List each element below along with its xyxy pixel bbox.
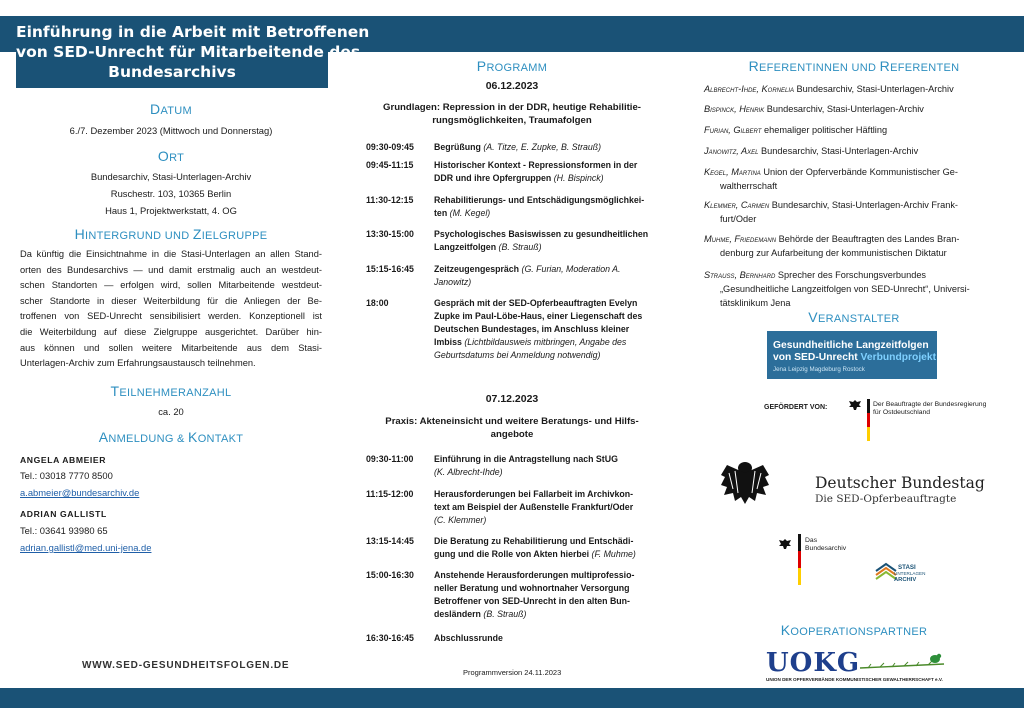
heading-rest: IELGRUPPE <box>201 230 268 242</box>
speaker-name: Kegel, Martina <box>704 167 761 177</box>
speaker-item <box>704 198 1004 226</box>
heading-initial: A <box>98 429 109 445</box>
heading-initial: K <box>188 429 198 445</box>
program-version: Programmversion 24.11.2023 <box>463 668 562 677</box>
schedule-entry <box>434 141 662 154</box>
entry-speakers: (G. Furian, Moderation A. <box>521 264 621 274</box>
entry-title: Psychologisches Basiswissen zu gesundheitlichen <box>434 229 649 239</box>
entry-line <box>434 336 662 349</box>
contact-phone: Tel.: 03641 93980 65 <box>20 525 108 536</box>
programm-heading <box>362 58 662 74</box>
heading-rest: ATUM <box>160 105 192 117</box>
entry-title: Die Beratung zu Rehabilitierung und Entschädi- <box>434 536 634 546</box>
entry-speakers: (M. Kegel) <box>449 208 491 218</box>
heading-rest: ERANSTALTER <box>817 313 900 325</box>
paragraph-line: aus können und sollen weitere Mitarbeitende aus dem Stasi- <box>20 342 322 353</box>
teilnehmer-heading <box>20 383 322 399</box>
speaker-name: Strauß, Bernhard <box>704 270 776 280</box>
entry-line <box>434 466 662 479</box>
schedule-entry <box>434 569 662 621</box>
speaker-line <box>704 268 1004 282</box>
schedule-time: 09:45-11:15 <box>366 160 414 170</box>
ort-line: Bundesarchiv, Stasi-Unterlagen-Archiv <box>90 171 252 182</box>
logo-text <box>773 352 936 363</box>
gefoerdert-label: GEFÖRDERT VON: <box>764 404 828 411</box>
day2-section-title <box>362 415 662 441</box>
entry-line <box>434 582 662 595</box>
entry-line <box>434 310 662 323</box>
datum-text: 6./7. Dezember 2023 (Mittwoch und Donnerstag) <box>69 125 273 136</box>
schedule-entry <box>434 297 662 362</box>
heading-initial: D <box>150 101 161 117</box>
heading-initial: R <box>748 58 760 74</box>
heading-initial: O <box>157 148 170 164</box>
entry-line <box>434 207 662 220</box>
speaker-affiliation: furt/Oder <box>720 214 757 224</box>
speaker-line <box>704 102 1004 116</box>
bundesarchiv-logo-text <box>805 537 846 553</box>
speaker-name: Bispinck, Henrik <box>704 104 765 114</box>
section-line: rungsmöglichkeiten, Traumafolgen <box>432 115 592 126</box>
speaker-item <box>704 123 1004 137</box>
entry-title: desländern <box>434 609 484 619</box>
speaker-item <box>704 165 1004 193</box>
logo-text: Das <box>805 537 818 544</box>
heading-rest: EFERENTINNEN <box>759 62 852 74</box>
paragraph-line: scher Standorte in dieser Weiterbildung für die Anliegen der Be- <box>20 295 322 306</box>
entry-title: Anstehende Herausforderungen multiprofessio- <box>434 570 635 580</box>
entry-title: Deutschen Bundestages, im Anschluss kleiner <box>434 324 630 334</box>
entry-line <box>434 501 662 514</box>
speaker-affiliation: tätsklinikum Jena <box>720 298 791 308</box>
heading-rest: U <box>164 230 173 242</box>
beauftragter-logo-text <box>873 401 986 417</box>
entry-line <box>434 159 662 172</box>
heading-rest: RT <box>169 152 185 164</box>
eagle-icon <box>778 537 792 551</box>
paragraph-line: die Weiterbildung auf diese Zielgruppe ausgerichtet. Darüber hin- <box>20 326 322 337</box>
title-line: Bundesarchivs <box>108 63 236 81</box>
logo-text: Der Beauftragte der Bundesregierung <box>873 401 987 408</box>
title-line: Einführung in die Arbeit mit Betroffenen <box>16 23 370 41</box>
entry-title: Herausforderungen bei Fallarbeit im Archivkon- <box>434 489 634 499</box>
entry-line <box>434 297 662 310</box>
heading-rest: ND <box>859 62 880 74</box>
speaker-affiliation: waltherrschaft <box>720 181 778 191</box>
logo-text-main: von SED-Unrecht <box>773 352 861 363</box>
entry-title: Historischer Kontext - Repressionsformen in der <box>434 160 638 170</box>
heading-rest: INTERGRUND <box>85 230 165 242</box>
entry-line <box>434 194 662 207</box>
speaker-line <box>704 282 1004 296</box>
contact-name: ANGELA ABMEIER <box>20 455 107 465</box>
speaker-affiliation: Sprecher des Forschungsverbundes <box>775 270 927 280</box>
entry-title: Langzeitfolgen <box>434 242 499 252</box>
speaker-name: Janowitz, Axel <box>704 146 759 156</box>
referenten-heading <box>704 58 1004 74</box>
speaker-item <box>704 144 1004 158</box>
kooperation-heading <box>704 622 1004 638</box>
paragraph-line: Unterlagen-Archiv zum Erfahrungsaustausch teilnehmen. <box>20 358 256 369</box>
schedule-time: 18:00 <box>366 298 389 308</box>
speaker-name: Klemmer, Carmen <box>704 200 770 210</box>
contact-name: ADRIAN GALLISTL <box>20 509 107 519</box>
entry-speakers: (A. Titze, E. Zupke, B. Strauß) <box>483 142 602 152</box>
ort-heading <box>20 148 322 164</box>
speaker-line <box>704 179 1004 193</box>
heading-initial: Z <box>192 226 202 242</box>
schedule-time: 09:30-11:00 <box>366 454 414 464</box>
schedule-entry <box>434 488 662 527</box>
section-line: Praxis: Akteneinsicht und weitere Beratungs- und Hilfs- <box>385 416 639 427</box>
stasi-logo-text: UNTERLAGEN <box>894 571 926 576</box>
anmeldung-heading <box>20 429 322 445</box>
speaker-affiliation: Bundesarchiv, Stasi-Unterlagen-Archiv <box>764 104 924 114</box>
heading-rest: ND <box>172 230 193 242</box>
bottom-bar <box>0 688 1024 708</box>
entry-line <box>434 276 662 289</box>
teilnehmer-text: ca. 20 <box>158 406 184 417</box>
schedule-time: 11:30-12:15 <box>366 195 414 205</box>
schedule-time: 13:15-14:45 <box>366 536 414 546</box>
entry-title: Zeitzeugengespräch <box>434 264 522 274</box>
entry-speakers: (Lichtbildausweis mitbringen, Angabe des <box>464 337 627 347</box>
schedule-entry <box>434 453 662 479</box>
paragraph-line: schen Standorten — erfolgen wird, sollen Mitarbeitende westdeut- <box>20 280 322 291</box>
schedule-time: 11:15-12:00 <box>366 489 414 499</box>
schedule-time: 16:30-16:45 <box>366 633 414 643</box>
entry-title: Begrüßung <box>434 142 484 152</box>
entry-line <box>434 349 662 362</box>
schedule-time: 15:00-16:30 <box>366 570 414 580</box>
entry-line <box>434 632 662 645</box>
speaker-line <box>704 296 1004 310</box>
speaker-item <box>704 82 1004 96</box>
veranstalter-heading <box>704 309 1004 325</box>
entry-title: Abschlussrunde <box>434 633 503 643</box>
contact-email-link[interactable]: a.abmeier@bundesarchiv.de <box>20 487 140 498</box>
hintergrund-paragraph <box>20 247 322 372</box>
heading-initial: R <box>879 58 891 74</box>
bundestag-eagle-icon <box>719 459 771 505</box>
heading-rest: OOPERATIONSPARTNER <box>790 626 928 638</box>
heading-initial: V <box>808 309 818 325</box>
speaker-line <box>704 144 1004 158</box>
ort-line: Ruschestr. 103, 10365 Berlin <box>110 188 232 199</box>
paragraph-line: troffenen von SED-Unrecht sensibilisiert werden. Konzeptionell ist <box>20 311 322 322</box>
contact-phone: Tel.: 03018 7770 8500 <box>20 470 113 481</box>
entry-line <box>434 569 662 582</box>
schedule-entry <box>434 632 662 645</box>
logo-text: für Ostdeutschland <box>873 409 931 416</box>
german-flag-stripe <box>798 534 801 585</box>
bird-branch-icon <box>858 650 948 672</box>
german-flag-stripe <box>867 399 870 441</box>
speaker-line <box>704 82 1004 96</box>
entry-speakers: (C. Klemmer) <box>434 515 487 525</box>
entry-speakers: (H. Bispinck) <box>553 173 604 183</box>
heading-rest: EILNEHMERANZAHL <box>119 387 232 399</box>
heading-rest: ROGRAMM <box>486 62 548 74</box>
paragraph-line: orten des Bundesarchivs — und damit erstmalig auch an westdeut- <box>20 264 322 275</box>
schedule-time: 09:30-09:45 <box>366 142 414 152</box>
heading-rest: U <box>851 62 860 74</box>
verbundprojekt-logo <box>767 331 937 379</box>
entry-speakers: (K. Albrecht-Ihde) <box>434 467 503 477</box>
schedule-entry <box>434 263 662 289</box>
entry-title: Zupke im Paul-Löbe-Haus, einer Liegenschaft des <box>434 311 643 321</box>
ort-line: Haus 1, Projektwerkstatt, 4. OG <box>105 205 237 216</box>
stasi-logo-text: STASI <box>898 564 916 571</box>
heading-initial: K <box>780 622 791 638</box>
section-line: Grundlagen: Repression in der DDR, heutige Rehabilitie- <box>383 102 641 113</box>
speaker-affiliation: Bundesarchiv, Stasi-Unterlagen-Archiv <box>794 84 954 94</box>
paragraph-line: Da künftig die Einsichtnahme in die Stasi-Unterlagen an allen Stand- <box>20 249 322 259</box>
entry-line <box>434 141 662 154</box>
entry-line <box>434 608 662 621</box>
schedule-time: 13:30-15:00 <box>366 229 414 239</box>
entry-line <box>434 488 662 501</box>
entry-title: gung und die Rolle von Akten hierbei <box>434 549 592 559</box>
entry-line <box>434 535 662 548</box>
speaker-affiliation: Bundesarchiv, Stasi-Unterlagen-Archiv <box>758 146 919 156</box>
speaker-affiliation: Union der Opferverbände Kommunistischer Ge- <box>760 167 958 177</box>
entry-line <box>434 241 662 254</box>
day1-section-title <box>362 101 662 127</box>
speaker-line <box>704 165 1004 179</box>
entry-title: Rehabilitierungs- und Entschädigungsmöglichkei- <box>434 195 645 205</box>
speaker-name: Albrecht-Ihde, Kornelia <box>704 84 794 94</box>
logo-cities: Jena Leipzig Magdeburg Rostock <box>773 366 865 373</box>
section-line: angebote <box>490 429 534 440</box>
flyer-title <box>16 16 370 88</box>
speaker-affiliation: „Gesundheitliche Langzeitfolgen von SED-Unrecht“, Universi- <box>720 284 970 294</box>
entry-line <box>434 172 662 185</box>
stasi-logo-text: ARCHIV <box>894 577 917 583</box>
entry-title: DDR und ihre Opfergruppen <box>434 173 554 183</box>
entry-title: text am Beispiel der Außenstelle Frankfurt/Oder <box>434 502 634 512</box>
day1-date: 06.12.2023 <box>485 80 539 92</box>
speaker-line <box>704 232 1004 246</box>
schedule-time: 15:15-16:45 <box>366 264 414 274</box>
speaker-line <box>704 212 1004 226</box>
speaker-name: Muhme, Friedemann <box>704 234 777 244</box>
logo-text: Gesundheitliche Langzeitfolgen <box>773 340 929 351</box>
heading-initial: T <box>110 383 120 399</box>
bundestag-title: Deutscher Bundestag <box>815 474 985 492</box>
speaker-name: Furian, Gilbert <box>704 125 762 135</box>
speaker-line <box>704 123 1004 137</box>
heading-rest: ONTAKT <box>197 433 244 445</box>
entry-line <box>434 323 662 336</box>
schedule-entry <box>434 535 662 561</box>
uokg-logo-text: UOKG <box>766 648 861 678</box>
entry-line <box>434 595 662 608</box>
speaker-affiliation: ehemaliger politischer Häftling <box>761 125 888 135</box>
heading-rest: NMELDUNG & <box>108 433 189 445</box>
entry-speakers: (B. Strauß) <box>498 242 542 252</box>
schedule-entry <box>434 228 662 254</box>
entry-title: Imbiss <box>434 337 465 347</box>
speaker-item <box>704 232 1004 260</box>
logo-text-highlight: Verbundprojekt <box>860 352 937 363</box>
speaker-affiliation: Bundesarchiv, Stasi-Unterlagen-Archiv Frank- <box>769 200 958 210</box>
website-link[interactable]: WWW.SED-GESUNDHEITSFOLGEN.DE <box>82 660 290 671</box>
entry-title: Betroffener von SED-Unrecht in den alten Bun- <box>434 596 630 606</box>
entry-line <box>434 228 662 241</box>
heading-initial: H <box>74 226 86 242</box>
entry-title: neller Beratung und wohnortnaher Versorgung <box>434 583 630 593</box>
entry-speakers: (B. Strauß) <box>483 609 527 619</box>
speaker-line <box>704 198 1004 212</box>
heading-rest: EFERENTEN <box>890 62 960 74</box>
uokg-subtitle: UNION DER OPFERVERBÄNDE KOMMUNISTISCHER GEWALTHERRSCHAFT e.V. <box>766 677 943 682</box>
entry-title: Gespräch mit der SED-Opferbeauftragten Evelyn <box>434 298 638 308</box>
eagle-icon <box>848 399 862 411</box>
entry-line <box>434 453 662 466</box>
speaker-affiliation: Behörde der Beauftragten des Landes Bran- <box>776 234 960 244</box>
hintergrund-heading <box>20 226 322 242</box>
entry-speakers: Janowitz) <box>434 277 472 287</box>
logo-text: Bundesarchiv <box>805 545 847 552</box>
heading-initial: P <box>476 58 487 74</box>
day2-date: 07.12.2023 <box>485 393 539 405</box>
entry-line <box>434 548 662 561</box>
bundestag-subtitle: Die SED-Opferbeauftragte <box>815 493 957 505</box>
entry-speakers: Geburtsdatums bei Anmeldung notwendig) <box>434 350 601 360</box>
speaker-item <box>704 102 1004 116</box>
entry-speakers: (F. Muhme) <box>591 549 636 559</box>
title-line: von SED-Unrecht für Mitarbeitende des <box>16 43 361 61</box>
contact-email-link[interactable]: adrian.gallistl@med.uni-jena.de <box>20 542 152 553</box>
speaker-line <box>704 246 1004 260</box>
entry-title: ten <box>434 208 450 218</box>
entry-line <box>434 514 662 527</box>
speaker-affiliation: denburg zur Aufarbeitung der kommunistischen Diktatur <box>720 248 947 258</box>
entry-line <box>434 263 662 276</box>
datum-heading <box>20 101 322 117</box>
schedule-entry <box>434 194 662 220</box>
schedule-entry <box>434 159 662 185</box>
entry-title: Einführung in die Antragstellung nach StUG <box>434 454 618 464</box>
speaker-item <box>704 268 1004 310</box>
